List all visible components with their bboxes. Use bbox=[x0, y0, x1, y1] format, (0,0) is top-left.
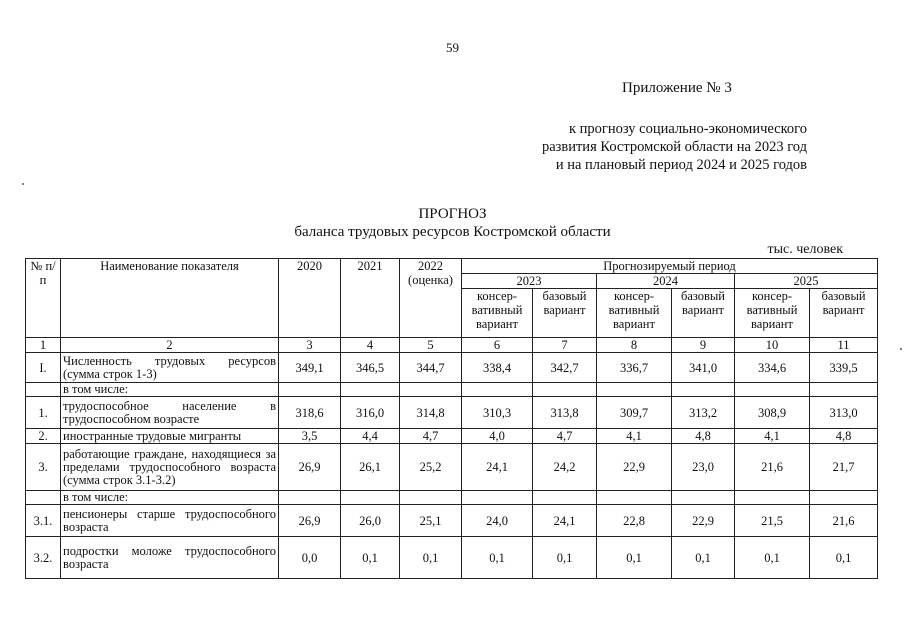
table-row bbox=[26, 505, 878, 537]
row-name: подростки моложе трудоспособного возраста bbox=[61, 537, 279, 579]
row-name: трудоспособное население в трудоспособном возрасте bbox=[61, 397, 279, 429]
row-num: 3. bbox=[26, 444, 61, 491]
appendix-title: Приложение № 3 bbox=[622, 80, 732, 96]
scan-speck bbox=[900, 348, 902, 350]
row-num: 3.2. bbox=[26, 537, 61, 579]
row-value: 22,8 bbox=[597, 505, 672, 537]
row-value bbox=[672, 491, 735, 505]
document-title: ПРОГНОЗ bbox=[418, 206, 487, 222]
row-value bbox=[400, 491, 462, 505]
row-value: 24,2 bbox=[533, 444, 597, 491]
row-value: 314,8 bbox=[400, 397, 462, 429]
row-value: 0,1 bbox=[735, 537, 810, 579]
row-value: 4,8 bbox=[672, 429, 735, 444]
row-value: 0,1 bbox=[400, 537, 462, 579]
column-number: 2 bbox=[61, 338, 279, 353]
header-name: Наименование показателя bbox=[61, 259, 279, 338]
scan-speck bbox=[22, 183, 24, 185]
row-value: 0,1 bbox=[810, 537, 878, 579]
row-value bbox=[810, 491, 878, 505]
row-value bbox=[341, 383, 400, 397]
row-value: 4,1 bbox=[597, 429, 672, 444]
row-value bbox=[735, 383, 810, 397]
header-2022: 2022 (оценка) bbox=[400, 259, 462, 338]
row-value: 4,0 bbox=[462, 429, 533, 444]
row-value: 21,6 bbox=[810, 505, 878, 537]
header-forecast-period: Прогнозируемый период bbox=[462, 259, 878, 274]
row-value: 22,9 bbox=[597, 444, 672, 491]
column-number: 3 bbox=[279, 338, 341, 353]
column-number: 1 bbox=[26, 338, 61, 353]
row-value: 26,0 bbox=[341, 505, 400, 537]
row-value: 0,1 bbox=[672, 537, 735, 579]
row-value bbox=[279, 491, 341, 505]
row-value bbox=[735, 491, 810, 505]
row-value bbox=[533, 491, 597, 505]
column-number: 5 bbox=[400, 338, 462, 353]
row-name: в том числе: bbox=[61, 491, 279, 505]
row-value bbox=[672, 383, 735, 397]
table-row bbox=[26, 383, 878, 397]
column-number: 7 bbox=[533, 338, 597, 353]
row-num bbox=[26, 383, 61, 397]
header-variant-conservative: консер-вативный вариант bbox=[735, 289, 810, 338]
row-value: 339,5 bbox=[810, 353, 878, 383]
row-value: 24,1 bbox=[533, 505, 597, 537]
header-variant-conservative: консер-вативный вариант bbox=[462, 289, 533, 338]
row-value: 0,1 bbox=[597, 537, 672, 579]
row-value: 4,8 bbox=[810, 429, 878, 444]
row-value: 25,1 bbox=[400, 505, 462, 537]
row-value: 346,5 bbox=[341, 353, 400, 383]
row-value: 308,9 bbox=[735, 397, 810, 429]
table-row bbox=[26, 444, 878, 491]
header-variant-conservative: консер-вативный вариант bbox=[597, 289, 672, 338]
forecast-table bbox=[25, 258, 878, 579]
units-label: тыс. человек bbox=[767, 242, 843, 257]
header-variant-base: базовый вариант bbox=[810, 289, 878, 338]
appendix-subtitle-line: к прогнозу социально-экономического bbox=[568, 121, 807, 137]
row-value: 341,0 bbox=[672, 353, 735, 383]
row-num: 3.1. bbox=[26, 505, 61, 537]
row-value bbox=[533, 383, 597, 397]
row-num: 2. bbox=[26, 429, 61, 444]
row-value: 336,7 bbox=[597, 353, 672, 383]
row-value: 334,6 bbox=[735, 353, 810, 383]
column-number: 10 bbox=[735, 338, 810, 353]
row-name: пенсионеры старше трудоспособного возраста bbox=[61, 505, 279, 537]
row-value: 318,6 bbox=[279, 397, 341, 429]
row-value: 26,9 bbox=[279, 444, 341, 491]
header-year-2023: 2023 bbox=[462, 274, 597, 289]
table-row bbox=[26, 429, 878, 444]
row-value: 24,0 bbox=[462, 505, 533, 537]
row-value bbox=[279, 383, 341, 397]
row-value: 4,4 bbox=[341, 429, 400, 444]
header-variant-base: базовый вариант bbox=[533, 289, 597, 338]
row-value: 26,9 bbox=[279, 505, 341, 537]
header-2021: 2021 bbox=[341, 259, 400, 338]
header-variant-base: базовый вариант bbox=[672, 289, 735, 338]
row-value: 313,2 bbox=[672, 397, 735, 429]
row-value: 342,7 bbox=[533, 353, 597, 383]
row-value: 349,1 bbox=[279, 353, 341, 383]
row-num: 1. bbox=[26, 397, 61, 429]
row-value: 3,5 bbox=[279, 429, 341, 444]
row-value: 310,3 bbox=[462, 397, 533, 429]
appendix-subtitle-line: и на плановый период 2024 и 2025 годов bbox=[555, 157, 807, 173]
table-row bbox=[26, 397, 878, 429]
header-row bbox=[26, 259, 878, 274]
row-value: 21,5 bbox=[735, 505, 810, 537]
header-year-2024: 2024 bbox=[597, 274, 735, 289]
header-2020: 2020 bbox=[279, 259, 341, 338]
row-value: 23,0 bbox=[672, 444, 735, 491]
header-year-2025: 2025 bbox=[735, 274, 878, 289]
row-value: 313,8 bbox=[533, 397, 597, 429]
row-value: 4,7 bbox=[400, 429, 462, 444]
row-value: 4,7 bbox=[533, 429, 597, 444]
column-number: 8 bbox=[597, 338, 672, 353]
header-num: № п/п bbox=[26, 259, 61, 338]
row-num: I. bbox=[26, 353, 61, 383]
row-num bbox=[26, 491, 61, 505]
row-name: Численность трудовых ресурсов (сумма строк 1-3) bbox=[61, 353, 279, 383]
table-row bbox=[26, 353, 878, 383]
column-number: 9 bbox=[672, 338, 735, 353]
row-value: 316,0 bbox=[341, 397, 400, 429]
page-number: 59 bbox=[446, 40, 459, 55]
row-value: 0,1 bbox=[533, 537, 597, 579]
row-value: 22,9 bbox=[672, 505, 735, 537]
column-number: 4 bbox=[341, 338, 400, 353]
row-name: иностранные трудовые мигранты bbox=[61, 429, 279, 444]
row-value: 309,7 bbox=[597, 397, 672, 429]
row-value bbox=[597, 383, 672, 397]
column-number: 11 bbox=[810, 338, 878, 353]
column-number: 6 bbox=[462, 338, 533, 353]
row-value: 21,6 bbox=[735, 444, 810, 491]
row-value bbox=[400, 383, 462, 397]
appendix-subtitle-line: развития Костромской области на 2023 год bbox=[541, 139, 807, 155]
row-value: 344,7 bbox=[400, 353, 462, 383]
row-name: работающие граждане, находящиеся за пределами трудоспособного возраста (сумма строк 3.1-3.2) bbox=[61, 444, 279, 491]
document-subtitle: баланса трудовых ресурсов Костромской области bbox=[294, 224, 611, 240]
row-value bbox=[597, 491, 672, 505]
row-value: 24,1 bbox=[462, 444, 533, 491]
row-value: 4,1 bbox=[735, 429, 810, 444]
table-row bbox=[26, 537, 878, 579]
row-value: 0,1 bbox=[341, 537, 400, 579]
row-value: 25,2 bbox=[400, 444, 462, 491]
row-value bbox=[810, 383, 878, 397]
row-value: 21,7 bbox=[810, 444, 878, 491]
row-value: 338,4 bbox=[462, 353, 533, 383]
row-value bbox=[462, 491, 533, 505]
row-value: 0,1 bbox=[462, 537, 533, 579]
row-value bbox=[462, 383, 533, 397]
row-value: 0,0 bbox=[279, 537, 341, 579]
row-value: 26,1 bbox=[341, 444, 400, 491]
column-number-row bbox=[26, 338, 878, 353]
table-row bbox=[26, 491, 878, 505]
row-value bbox=[341, 491, 400, 505]
row-name: в том числе: bbox=[61, 383, 279, 397]
row-value: 313,0 bbox=[810, 397, 878, 429]
